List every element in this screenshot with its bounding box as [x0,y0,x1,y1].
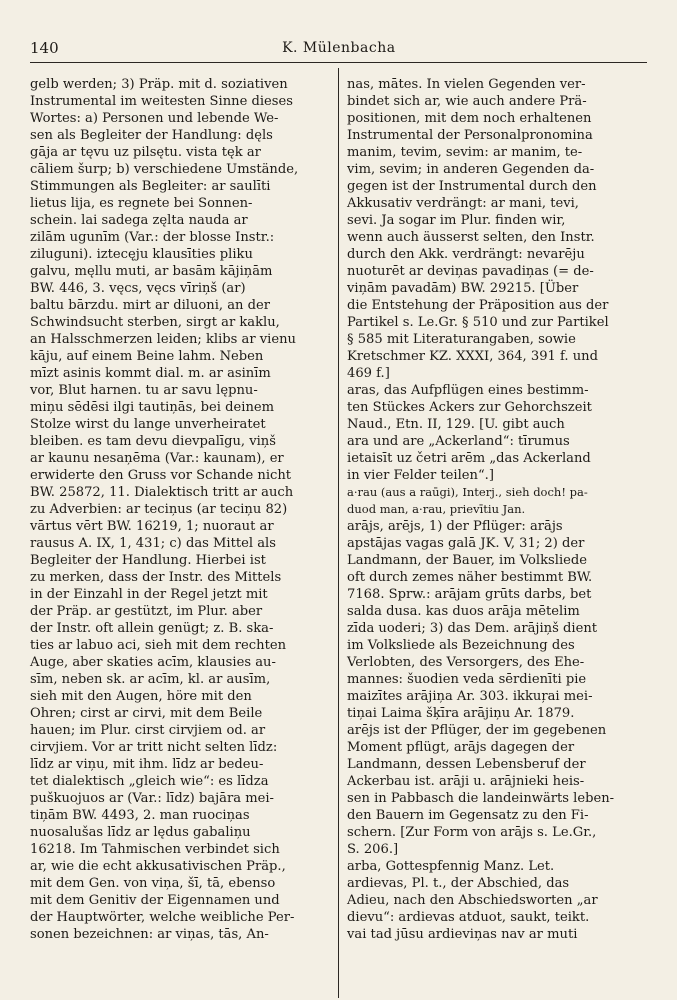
text-line: vim, sevim; in anderen Gegenden da- [347,162,595,177]
text-line: Adieu, nach den Abschiedsworten „ar [347,893,598,908]
text-line: cāliem šurp; b) verschiedene Umstände, [30,162,299,177]
text-line: baltu bārzdu. mirt ar diluoni, an der [30,298,271,313]
text-line: zu Adverbien: ar teciņus (ar teciņu 82) [30,502,288,517]
column-divider [338,68,339,998]
text-line: mannes: šuodien veda sērdienīti pie [347,672,587,687]
text-line: sen in Pabbasch die landeinwärts leben- [347,791,615,806]
text-line: erwiderte den Gruss vor Schande nicht [30,468,292,483]
text-line: durch den Akk. verdrängt: nevarēju [347,247,585,262]
text-line: zu merken, dass der Instr. des Mittels [30,570,282,585]
text-line: in der Einzahl in der Regel jetzt mit [30,587,268,602]
text-line: ties ar labuo aci, sieh mit dem rechten [30,638,287,653]
text-line: miņu sēdēsi ilgi tautiņās, bei deinem [30,400,275,415]
text-line: Instrumental im weitesten Sinne dieses [30,94,293,109]
text-line: BW. 446, 3. vęcs, vęcs vīriņš (ar) [30,281,246,296]
text-line: § 585 mit Literaturangaben, sowie [347,332,576,347]
text-line: sen als Begleiter der Handlung: dęls [30,128,273,143]
text-line: Moment pflügt, arājs dagegen der [347,740,575,755]
text-line: maizītes arājiņa Ar. 303. ikkuŗai mei- [347,689,593,704]
text-line: nuoturēt ar deviņas pavadiņas (= de- [347,264,594,279]
text-line: sonen bezeichnen: ar viņas, tās, An- [30,927,269,942]
text-line: apstājas vagas galā JK. V, 31; 2) der [347,536,585,551]
text-line: gegen ist der Instrumental durch den [347,179,597,194]
text-line: der Instr. oft allein genügt; z. B. ska- [30,621,274,636]
text-line: Landmann, dessen Lebensberuf der [347,757,586,772]
left-column [30,76,328,943]
text-line: vor, Blut harnen. tu ar savu lępnu- [30,383,258,398]
text-line: lietus lija, es regnete bei Sonnen- [30,196,253,211]
text-line: Schwindsucht sterben, sirgt ar kaklu, [30,315,280,330]
text-line: Naud., Etn. II, 129. [U. gibt auch [347,417,565,432]
text-line: der Präp. ar gestützt, im Plur. aber [30,604,263,619]
text-line: viņām pavadām) BW. 29215. [Über [347,281,579,296]
text-line: tet dialektisch „gleich wie“: es līdza [30,774,269,789]
text-line: galvu, męllu muti, ar basām kājiņām [30,264,273,279]
text-line: dievu“: ardievas atduot, saukt, teikt. [347,910,590,925]
text-line: oft durch zemes näher bestimmt BW. [347,570,593,585]
text-line: in vier Felder teilen“.] [347,468,494,483]
text-line: Stimmungen als Begleiter: ar saulīti [30,179,271,194]
text-line: tiņām BW. 4493, 2. man ruociņas [30,808,250,823]
entry-ardievas: ardievas, Pl. t., der Abschied, das [347,876,570,891]
text-line: ara und are „Ackerland“: tīrumus [347,434,570,449]
text-line: S. 206.] [347,842,399,857]
text-line: 469 f.] [347,366,390,381]
entry-arau: a·rau (aus a raūgi), Interj., sieh doch! pa- [347,485,588,499]
text-line: mīzt asinis kommt dial. m. ar asinīm [30,366,271,381]
header-rule [30,62,647,63]
text-line: puškuojuos ar (Var.: līdz) bajāra mei- [30,791,274,806]
text-line: wenn auch äusserst selten, den Instr. [347,230,595,245]
text-line: hauen; im Plur. cirst cirvjiem od. ar [30,723,266,738]
entry-arba: arba, Gottespfennig Manz. Let. [347,859,555,874]
text-line: sieh mit den Augen, höre mit den [30,689,252,704]
text-line: Kretschmer KZ. XXXI, 364, 391 f. und [347,349,598,364]
text-line: 16218. Im Tahmischen verbindet sich [30,842,280,857]
text-line: tiņai Laima šķīra arājiņu Ar. 1879. [347,706,575,721]
text-line: ar, wie die echt akkusativischen Präp., [30,859,286,874]
text-line: duod man, a·rau, prievītiu Jan. [347,502,526,516]
text-line: manim, tevim, sevim: ar manim, te- [347,145,583,160]
text-line: der Hauptwörter, welche weibliche Per- [30,910,295,925]
text-line: ar kaunu nesaņēma (Var.: kaunam), er [30,451,284,466]
text-line: Auge, aber skaties acīm, klausies au- [30,655,276,670]
entry-arajs: arājs, arējs, 1) der Pflüger: arājs [347,519,563,534]
text-line: 7168. Sprw.: arājam grūts darbs, bet [347,587,592,602]
text-line: mit dem Gen. von viņa, šī, tā, ebenso [30,876,276,891]
page-number: 140 [30,39,59,57]
text-line: ten Stückes Ackers zur Gehorchszeit [347,400,592,415]
text-line: nuosalušas līdz ar lędus gabaliņu [30,825,251,840]
text-line: Ackerbau ist. arāji u. arājnieki heis- [347,774,585,789]
text-line: Ohren; cirst ar cirvi, mit dem Beile [30,706,263,721]
text-line: gāja ar tęvu uz pilsętu. vista tęk ar [30,145,261,160]
text-line: salda dusa. kas duos arāja mētelim [347,604,580,619]
text-line: bindet sich ar, wie auch andere Prä- [347,94,587,109]
text-line: gelb werden; 3) Präp. mit d. soziativen [30,77,288,92]
text-line: schern. [Zur Form von arājs s. Le.Gr., [347,825,597,840]
text-line: kāju, auf einem Beine lahm. Neben [30,349,264,364]
text-line: arējs ist der Pflüger, der im gegebenen [347,723,607,738]
text-line: Verlobten, des Versorgers, des Ehe- [347,655,585,670]
running-title: K. Mülenbacha [282,40,396,56]
right-column [347,76,647,943]
page-header [30,36,647,60]
text-line: an Halsschmerzen leiden; klibs ar vienu [30,332,296,347]
text-line: Begleiter der Handlung. Hierbei ist [30,553,266,568]
text-line: mit dem Genitiv der Eigennamen und [30,893,280,908]
text-line: im Volksliede als Bezeichnung des [347,638,575,653]
text-line: sevi. Ja sogar im Plur. finden wir, [347,213,566,228]
text-line: ziluguni). iztecęju klausīties pliku [30,247,253,262]
text-line: Landmann, der Bauer, im Volksliede [347,553,588,568]
text-line: Partikel s. Le.Gr. § 510 und zur Partikel [347,315,609,330]
text-line: zīda uoderi; 3) das Dem. arājiņš dient [347,621,598,636]
text-line: BW. 25872, 11. Dialektisch tritt ar auch [30,485,294,500]
text-line: schein. lai sadega zęlta nauda ar [30,213,248,228]
text-line: zilām ugunīm (Var.: der blosse Instr.: [30,230,275,245]
entry-aras: aras, das Aufpflügen eines bestimm- [347,383,589,398]
text-line: nas, mātes. In vielen Gegenden ver- [347,77,586,92]
text-line: ietaisīt uz četri arēm „das Ackerland [347,451,591,466]
text-line: vārtus vērt BW. 16219, 1; nuoraut ar [30,519,274,534]
text-line: den Bauern im Gegensatz zu den Fi- [347,808,589,823]
text-line: Instrumental der Personalpronomina [347,128,593,143]
text-line: die Entstehung der Präposition aus der [347,298,609,313]
text-line: Stolze wirst du lange unverheiratet [30,417,266,432]
text-line: positionen, mit dem noch erhaltenen [347,111,592,126]
text-line: rausus A. IX, 1, 431; c) das Mittel als [30,536,276,551]
text-line: sīm, neben sk. ar acīm, kl. ar ausīm, [30,672,271,687]
text-line: līdz ar viņu, mit ihm. līdz ar bedeu- [30,757,264,772]
text-line: bleiben. es tam devu dievpalīgu, viņš [30,434,276,449]
text-line: Akkusativ verdrängt: ar mani, tevi, [347,196,579,211]
text-line: vai tad jūsu ardieviņas nav ar muti [347,927,578,942]
text-line: cirvjiem. Vor ar tritt nicht selten līdz: [30,740,278,755]
text-line: Wortes: a) Personen und lebende We- [30,111,279,126]
